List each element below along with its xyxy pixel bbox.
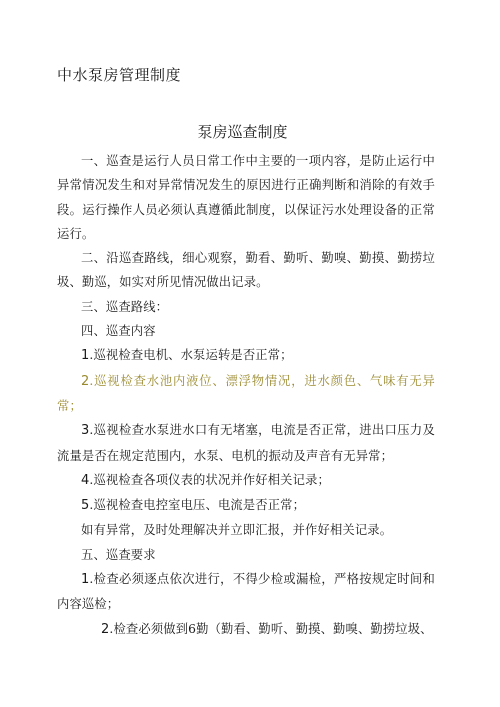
item-number: 2: [101, 621, 110, 637]
document-title: 中水泵房管理制度: [57, 66, 182, 84]
section-title: 泵房巡查制度: [197, 123, 288, 141]
list-item: [57, 617, 435, 642]
item-number: 3: [81, 423, 90, 439]
paragraph-text: 二、沿巡查路线，细心观察，勤看、勤听、勤嗅、勤摸、勤捞垃圾、勤巡，如实对所见情况做出记录。: [57, 251, 435, 290]
paragraph: [57, 543, 435, 567]
list-item: [57, 468, 435, 493]
paragraph: [57, 319, 435, 343]
item-text: .巡视检查水池内液位、漂浮物情况，进水颜色、气味有无异常；: [57, 373, 435, 413]
document-body: [57, 149, 435, 642]
list-item: [57, 567, 435, 617]
paragraph-text: 三、巡查路线：: [81, 299, 169, 314]
item-text: .检查必须做到6勤（勤看、勤听、勤摸、勤嗅、勤捞垃圾、: [109, 621, 433, 636]
paragraph-text: 四、巡查内容: [81, 324, 156, 339]
paragraph-text: 一、巡查是运行人员日常工作中主要的一项内容，是防止运行中异常情况发生和对异常情况发生的原因进行正确判断和消除的有效手段。运行操作人员必须认真遵循此制度，以保证污水处理设备的正常运行。: [57, 154, 435, 241]
paragraph-text: 如有异常，及时处理解决并立即汇报，并作好相关记录。: [81, 523, 393, 538]
list-item: [57, 369, 435, 419]
item-text: .巡视检查电机、水泵运转是否正常；: [89, 348, 293, 363]
list-item: [57, 493, 435, 518]
item-text: .检查必须逐点依次进行，不得少检或漏检，严格按规定时间和内容巡检；: [57, 572, 435, 612]
list-item: [57, 343, 435, 368]
paragraph: [57, 149, 435, 246]
paragraph: [57, 246, 435, 295]
list-item: [57, 418, 435, 468]
paragraph: [57, 295, 435, 319]
item-text: .巡视检查各项仪表的状况并作好相关记录；: [89, 472, 330, 487]
item-text: .巡视检查水泵进水口有无堵塞，电流是否正常，进出口压力及流量是否在规定范围内，水泵、电机的振动及声音有无异常；: [57, 423, 435, 463]
item-number: 1: [81, 348, 90, 364]
paragraph: [57, 518, 435, 542]
item-number: 5: [81, 498, 90, 514]
paragraph-text: 五、巡查要求: [81, 547, 156, 562]
item-number: 1: [81, 572, 90, 588]
item-text: .巡视检查电控室电压、电流是否正常；: [89, 498, 306, 513]
item-number: 4: [81, 472, 90, 488]
item-number: 2: [81, 373, 90, 389]
